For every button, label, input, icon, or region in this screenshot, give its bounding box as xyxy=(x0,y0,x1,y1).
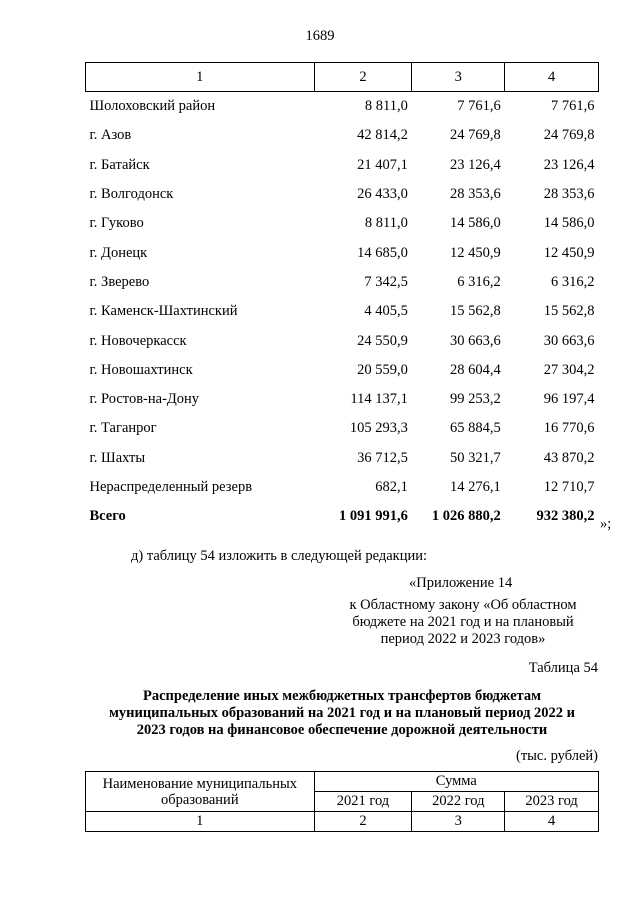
amount-2021: 24 550,9 xyxy=(357,332,408,349)
appendix-reference-line: период 2022 и 2023 годов» xyxy=(380,631,546,647)
amount-2023: 43 870,2 xyxy=(543,449,595,466)
amount-2022: 7 761,6 xyxy=(457,98,501,115)
municipality-name: Шолоховский район xyxy=(89,98,216,115)
municipality-name: г. Донецк xyxy=(89,244,148,261)
column-number-3: 3 xyxy=(412,812,505,832)
municipality-name: г. Зверево xyxy=(89,273,150,290)
table-row xyxy=(86,414,599,443)
amount-2023: 14 586,0 xyxy=(543,215,595,232)
allocation-table-continued xyxy=(85,62,599,531)
table-row xyxy=(86,385,599,414)
amount-2023: 96 197,4 xyxy=(543,391,595,408)
total-label: Всего xyxy=(89,508,126,525)
closing-quote-mark: »; xyxy=(600,516,612,532)
units-label: (тыс. рублей) xyxy=(516,748,598,764)
table-row xyxy=(86,473,599,502)
table-54-header xyxy=(85,771,599,832)
column-number-2: 2 xyxy=(314,63,412,92)
amount-2023: 30 663,6 xyxy=(543,332,595,349)
table-row xyxy=(86,268,599,297)
municipality-name: г. Азов xyxy=(89,127,132,144)
municipality-name: г. Каменск-Шахтинский xyxy=(89,303,238,320)
appendix-reference-line: к Областному закону «Об областном xyxy=(349,597,577,613)
amount-2023: 6 316,2 xyxy=(551,273,595,290)
total-row xyxy=(86,502,599,531)
amount-2021: 42 814,2 xyxy=(357,127,408,144)
amount-2021: 8 811,0 xyxy=(364,98,408,115)
amount-2023: 23 126,4 xyxy=(543,156,595,173)
municipality-name: г. Батайск xyxy=(89,156,150,173)
amount-2021: 4 405,5 xyxy=(364,303,408,320)
amount-2022: 24 769,8 xyxy=(449,127,501,144)
amount-2021: 36 712,5 xyxy=(357,449,408,466)
table-row xyxy=(86,151,599,180)
municipality-name: Нераспределенный резерв xyxy=(89,479,253,495)
amount-2022: 14 586,0 xyxy=(449,215,501,232)
amount-2023: 16 770,6 xyxy=(543,420,595,437)
municipality-name-header-line: Наименование муниципальных xyxy=(102,775,297,792)
municipality-name: г. Гуково xyxy=(89,215,144,232)
municipality-name: г. Новочеркасск xyxy=(89,332,187,349)
amount-2021: 7 342,5 xyxy=(364,273,408,290)
municipality-name: г. Новошахтинск xyxy=(89,361,193,378)
amount-2021: 8 811,0 xyxy=(364,215,408,232)
amount-2021: 682,1 xyxy=(375,479,408,495)
table-row xyxy=(86,326,599,355)
table-row xyxy=(86,444,599,473)
table-title-line: муниципальных образований на 2021 год и на плановый период 2022 и xyxy=(108,705,576,721)
amount-2021: 114 137,1 xyxy=(350,391,408,408)
amount-2022: 30 663,6 xyxy=(449,332,501,349)
appendix-reference-line: бюджете на 2021 год и на плановый xyxy=(352,614,574,630)
amount-2023: 12 450,9 xyxy=(543,244,595,261)
amount-2021: 26 433,0 xyxy=(357,186,408,203)
amount-2023: 12 710,7 xyxy=(543,479,595,495)
amount-2022: 50 321,7 xyxy=(449,449,501,466)
amount-2022: 6 316,2 xyxy=(457,273,501,290)
amount-2021: 20 559,0 xyxy=(357,361,408,378)
municipality-name: г. Шахты xyxy=(89,449,146,466)
table-label: Таблица 54 xyxy=(528,660,598,676)
municipality-name-header-line: образований xyxy=(161,791,239,808)
amount-2022: 28 604,4 xyxy=(449,361,501,378)
year-2022-header: 2022 год xyxy=(412,792,505,812)
sum-header: Сумма xyxy=(314,772,598,792)
table-row xyxy=(86,92,599,122)
column-number-1: 1 xyxy=(86,63,315,92)
column-number-3: 3 xyxy=(412,63,505,92)
amendment-instruction: д) таблицу 54 изложить в следующей редакции: xyxy=(131,548,428,564)
column-number-header xyxy=(86,63,599,92)
table-row xyxy=(86,209,599,238)
year-2021-header: 2021 год xyxy=(314,792,412,812)
municipality-name: г. Волгодонск xyxy=(89,186,174,203)
table-row xyxy=(86,180,599,209)
amount-2021: 105 293,3 xyxy=(349,420,408,437)
amount-2022: 23 126,4 xyxy=(449,156,501,173)
table-row xyxy=(86,238,599,267)
year-2023-header: 2023 год xyxy=(505,792,599,812)
table-body xyxy=(86,92,599,532)
amount-2022: 14 276,1 xyxy=(449,479,501,495)
amount-2022: 15 562,8 xyxy=(449,303,501,320)
column-number-2: 2 xyxy=(314,812,412,832)
appendix-reference xyxy=(337,597,589,648)
municipality-name: г. Таганрог xyxy=(89,420,157,437)
amount-2023: 27 304,2 xyxy=(543,361,595,378)
column-number-4: 4 xyxy=(505,812,599,832)
municipality-name-header xyxy=(86,772,315,812)
table-title-line: 2023 годов на финансовое обеспечение дорожной деятельности xyxy=(136,722,548,738)
table-title xyxy=(86,688,598,739)
amount-2022: 65 884,5 xyxy=(449,420,501,437)
total-2023: 932 380,2 xyxy=(536,508,595,525)
appendix-title: «Приложение 14 xyxy=(409,575,513,591)
column-number-1: 1 xyxy=(86,812,315,832)
table-title-line: Распределение иных межбюджетных трансфертов бюджетам xyxy=(143,688,541,704)
amount-2022: 12 450,9 xyxy=(449,244,501,261)
total-2022: 1 026 880,2 xyxy=(431,508,501,525)
amount-2023: 24 769,8 xyxy=(543,127,595,144)
column-number-4: 4 xyxy=(505,63,599,92)
amount-2023: 7 761,6 xyxy=(551,98,595,115)
page-number: 1689 xyxy=(305,28,335,44)
amount-2022: 99 253,2 xyxy=(449,391,501,408)
table-row xyxy=(86,121,599,150)
total-2021: 1 091 991,6 xyxy=(339,508,408,525)
amount-2023: 28 353,6 xyxy=(543,186,595,203)
table-row xyxy=(86,297,599,326)
amount-2023: 15 562,8 xyxy=(543,303,595,320)
amount-2021: 21 407,1 xyxy=(357,156,408,173)
municipality-name: г. Ростов-на-Дону xyxy=(89,391,200,408)
table-row xyxy=(86,356,599,385)
amount-2021: 14 685,0 xyxy=(357,244,408,261)
amount-2022: 28 353,6 xyxy=(449,186,501,203)
